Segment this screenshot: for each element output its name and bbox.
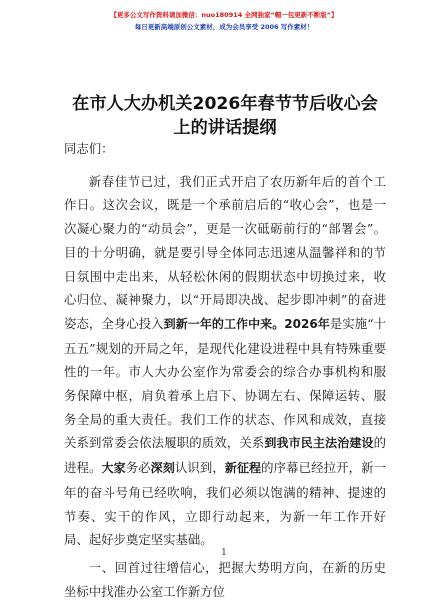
section-heading-1: 一、回首过往增信心，把握大势明方向，在新的历史坐标中找准办公室工作新方位 bbox=[64, 559, 386, 599]
salutation: 同志们： bbox=[64, 141, 114, 156]
promo-banner-line-2: 每日更新高端原创公文素材，成为会员享受 2006 写作素材！ bbox=[134, 23, 314, 31]
paragraph-opening-end: 序幕已经拉开，新一年的奋斗号角已经吹响，我们必须以饱满的精神、提速的节奏、实干的作风，立即行动起来，为新一年工作开好局、起好步奠定坚实基础。 bbox=[64, 460, 386, 548]
promo-banner-line-1: 【更多公文写作资料请加微信：nuo180914 全网独家“帽一包更新不断版”】 bbox=[110, 11, 338, 19]
paragraph-opening-mid-4: 认识到， bbox=[174, 460, 225, 476]
page-number: 1 bbox=[221, 548, 227, 558]
paragraph-opening-mid-2: 的进程。 bbox=[64, 435, 386, 476]
paragraph-opening-mid-3: 务必 bbox=[125, 460, 151, 476]
paragraph-opening-bold-3: 大家 bbox=[101, 461, 126, 476]
paragraph-opening-bold-phrase: 到新一年的工作中来。 bbox=[163, 316, 285, 331]
paragraph-opening-bold-year: 2026年 bbox=[284, 316, 330, 331]
paragraph-opening bbox=[64, 170, 386, 552]
paragraph-opening-bold-4: 深刻 bbox=[150, 461, 175, 476]
document-body bbox=[64, 137, 386, 603]
paragraph-opening-mid: 是实施“十五五”规划的开局之年，是现代化建设进程中具有特殊重要性的一年。市人大办公室作为常委会的综合办事机构和服务保障中枢，肩负着承上启下、协调左右、保障运转、服务全局的重大责任。我们工作的状态、作风和成效，直接关系到常委会依法履职的质效，关系 bbox=[64, 315, 386, 451]
document-title: 在市人大办机关2026年春节节后收心会上的讲话提纲 bbox=[72, 94, 378, 138]
paragraph-opening-bold-5: 新征程 bbox=[224, 461, 262, 476]
paragraph-opening-text: 新春佳节已过，我们正式开启了农历新年后的首个工作日。这次会议，既是一个承前启后的“收心会”，也是一次凝心聚力的“动员会”，更是一次砥砺前行的“部署会”。目的十分明确，就是要引导全体同志迅速从温馨祥和的节日氛围中走出来，从轻松休闲的假期状态中切换过来，收心归位、凝神聚力，以“开局即决战、起步即冲刺”的奋进姿态，全身心投入 bbox=[64, 173, 386, 331]
paragraph-opening-bold-2: 到我市民主法治建设 bbox=[264, 436, 374, 451]
paragraph-opening-mid-5: 的 bbox=[261, 460, 274, 476]
